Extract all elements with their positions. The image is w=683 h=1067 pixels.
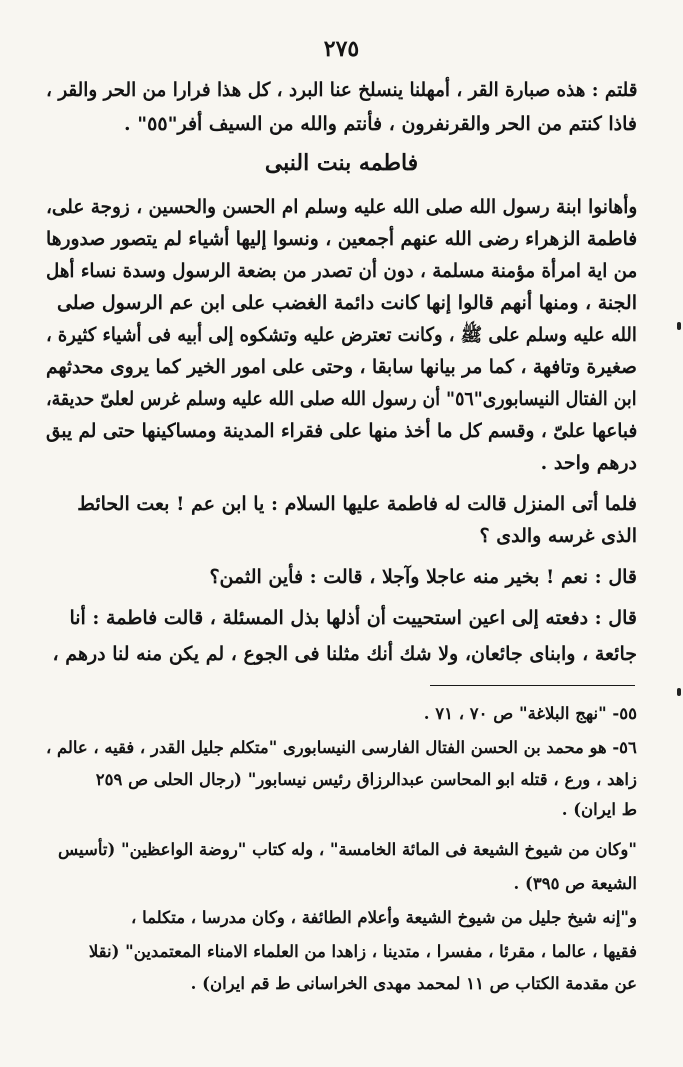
body-line: درهم واحد . bbox=[540, 452, 637, 474]
footnote-line: زاهد ، ورع ، قتله ابو المحاسن عبدالرزاق رئيس نيسابور" (رجال الحلى ص ٢٥٩ bbox=[95, 770, 637, 789]
footnote-line: الشيعة ص ٣٩٥) . bbox=[513, 874, 637, 893]
body-line: من اية امرأة مؤمنة مسلمة ، دون أن تصدر من بضعة الرسول وسدة نساء أهل bbox=[45, 260, 637, 282]
footnote-line: ٥٦- هو محمد بن الحسن الفتال الفارسى النيسابورى "متكلم جليل القدر ، فقيه ، عالم ، bbox=[46, 738, 637, 757]
footnote-line: ٥٥- "نهج البلاغة" ص ٧٠ ، ٧١ . bbox=[423, 704, 637, 723]
footnote-line: فقيها ، عالما ، مقرئا ، مفسرا ، متدينا ، زاهدا من العلماء الامناء المعتمدين" (نقلا bbox=[88, 942, 637, 961]
footnote-line: ط ايران) . bbox=[561, 800, 637, 819]
body-line: فلما أتى المنزل قالت له فاطمة عليها السلام : يا ابن عم ! بعت الحائط bbox=[77, 493, 637, 515]
body-line: الجنة ، ومنها أنهم قالوا إنها كانت دائمة الغضب على ابن عم الرسول صلى bbox=[56, 292, 637, 314]
body-line: قال : نعم ! بخير منه عاجلا وآجلا ، قالت : فأين الثمن؟ bbox=[209, 566, 637, 588]
intro-line: قلتم : هذه صبارة القر ، أمهلنا ينسلخ عنا البرد ، كل هذا فرارا من الحر والقر ، bbox=[45, 79, 637, 101]
body-line: قال : دفعته إلى اعين استحييت أن أذلها بذل المسئلة ، قالت فاطمة : أنا bbox=[69, 607, 637, 629]
body-line: صغيرة وتافهة ، كما مر بيانها سابقا ، وحتى على امور الخير كما يروى محدثهم bbox=[46, 356, 637, 378]
footnote-line: و"إنه شيخ جليل من شيوخ الشيعة وأعلام الطائفة ، وكان مدرسا ، متكلما ، bbox=[131, 908, 637, 927]
scan-mark bbox=[677, 322, 681, 330]
page-number: ٢٧٥ bbox=[323, 36, 360, 62]
footnote-line: "وكان من شيوخ الشيعة فى المائة الخامسة" ، وله كتاب "روضة الواعظين" (تأسيس bbox=[58, 840, 637, 859]
body-line: الذى غرسه والدى ؟ bbox=[479, 525, 637, 547]
body-line: فاطمة الزهراء رضى الله عنهم أجمعين ، ونسوا إليها أشياء لم يتصور صدورها bbox=[45, 228, 637, 250]
body-line: ابن الفتال النيسابورى"٥٦" أن رسول الله صلى الله عليه وسلم غرس لعلىّ حديقة، bbox=[46, 388, 637, 410]
section-title: فاطمه بنت النبى bbox=[264, 150, 419, 176]
footnote-separator bbox=[430, 685, 635, 686]
scan-mark bbox=[677, 688, 681, 696]
body-line: فباعها علىّ ، وقسم كل ما أخذ منها على فقراء المدينة ومساكينها حتى لم يبق bbox=[45, 420, 637, 442]
body-line: الله عليه وسلم على ﷺ ، وكانت تعترض عليه وتشكوه إلى أبيه فى أشياء كثيرة ، bbox=[46, 324, 637, 346]
body-line: وأهانوا ابنة رسول الله صلى الله عليه وسلم ام الحسن والحسين ، زوجة على، bbox=[45, 196, 637, 218]
intro-line: فاذا كنتم من الحر والقرنفرون ، فأنتم والله من السيف أفر"٥٥" . bbox=[124, 113, 637, 135]
footnote-line: عن مقدمة الكتاب ص ١١ لمحمد مهدى الخراسانى ط قم ايران) . bbox=[190, 974, 637, 993]
body-line: جائعة ، وابناى جائعان، ولا شك أنك مثلنا فى الجوع ، لم يكن منه لنا درهم ، bbox=[52, 643, 637, 665]
